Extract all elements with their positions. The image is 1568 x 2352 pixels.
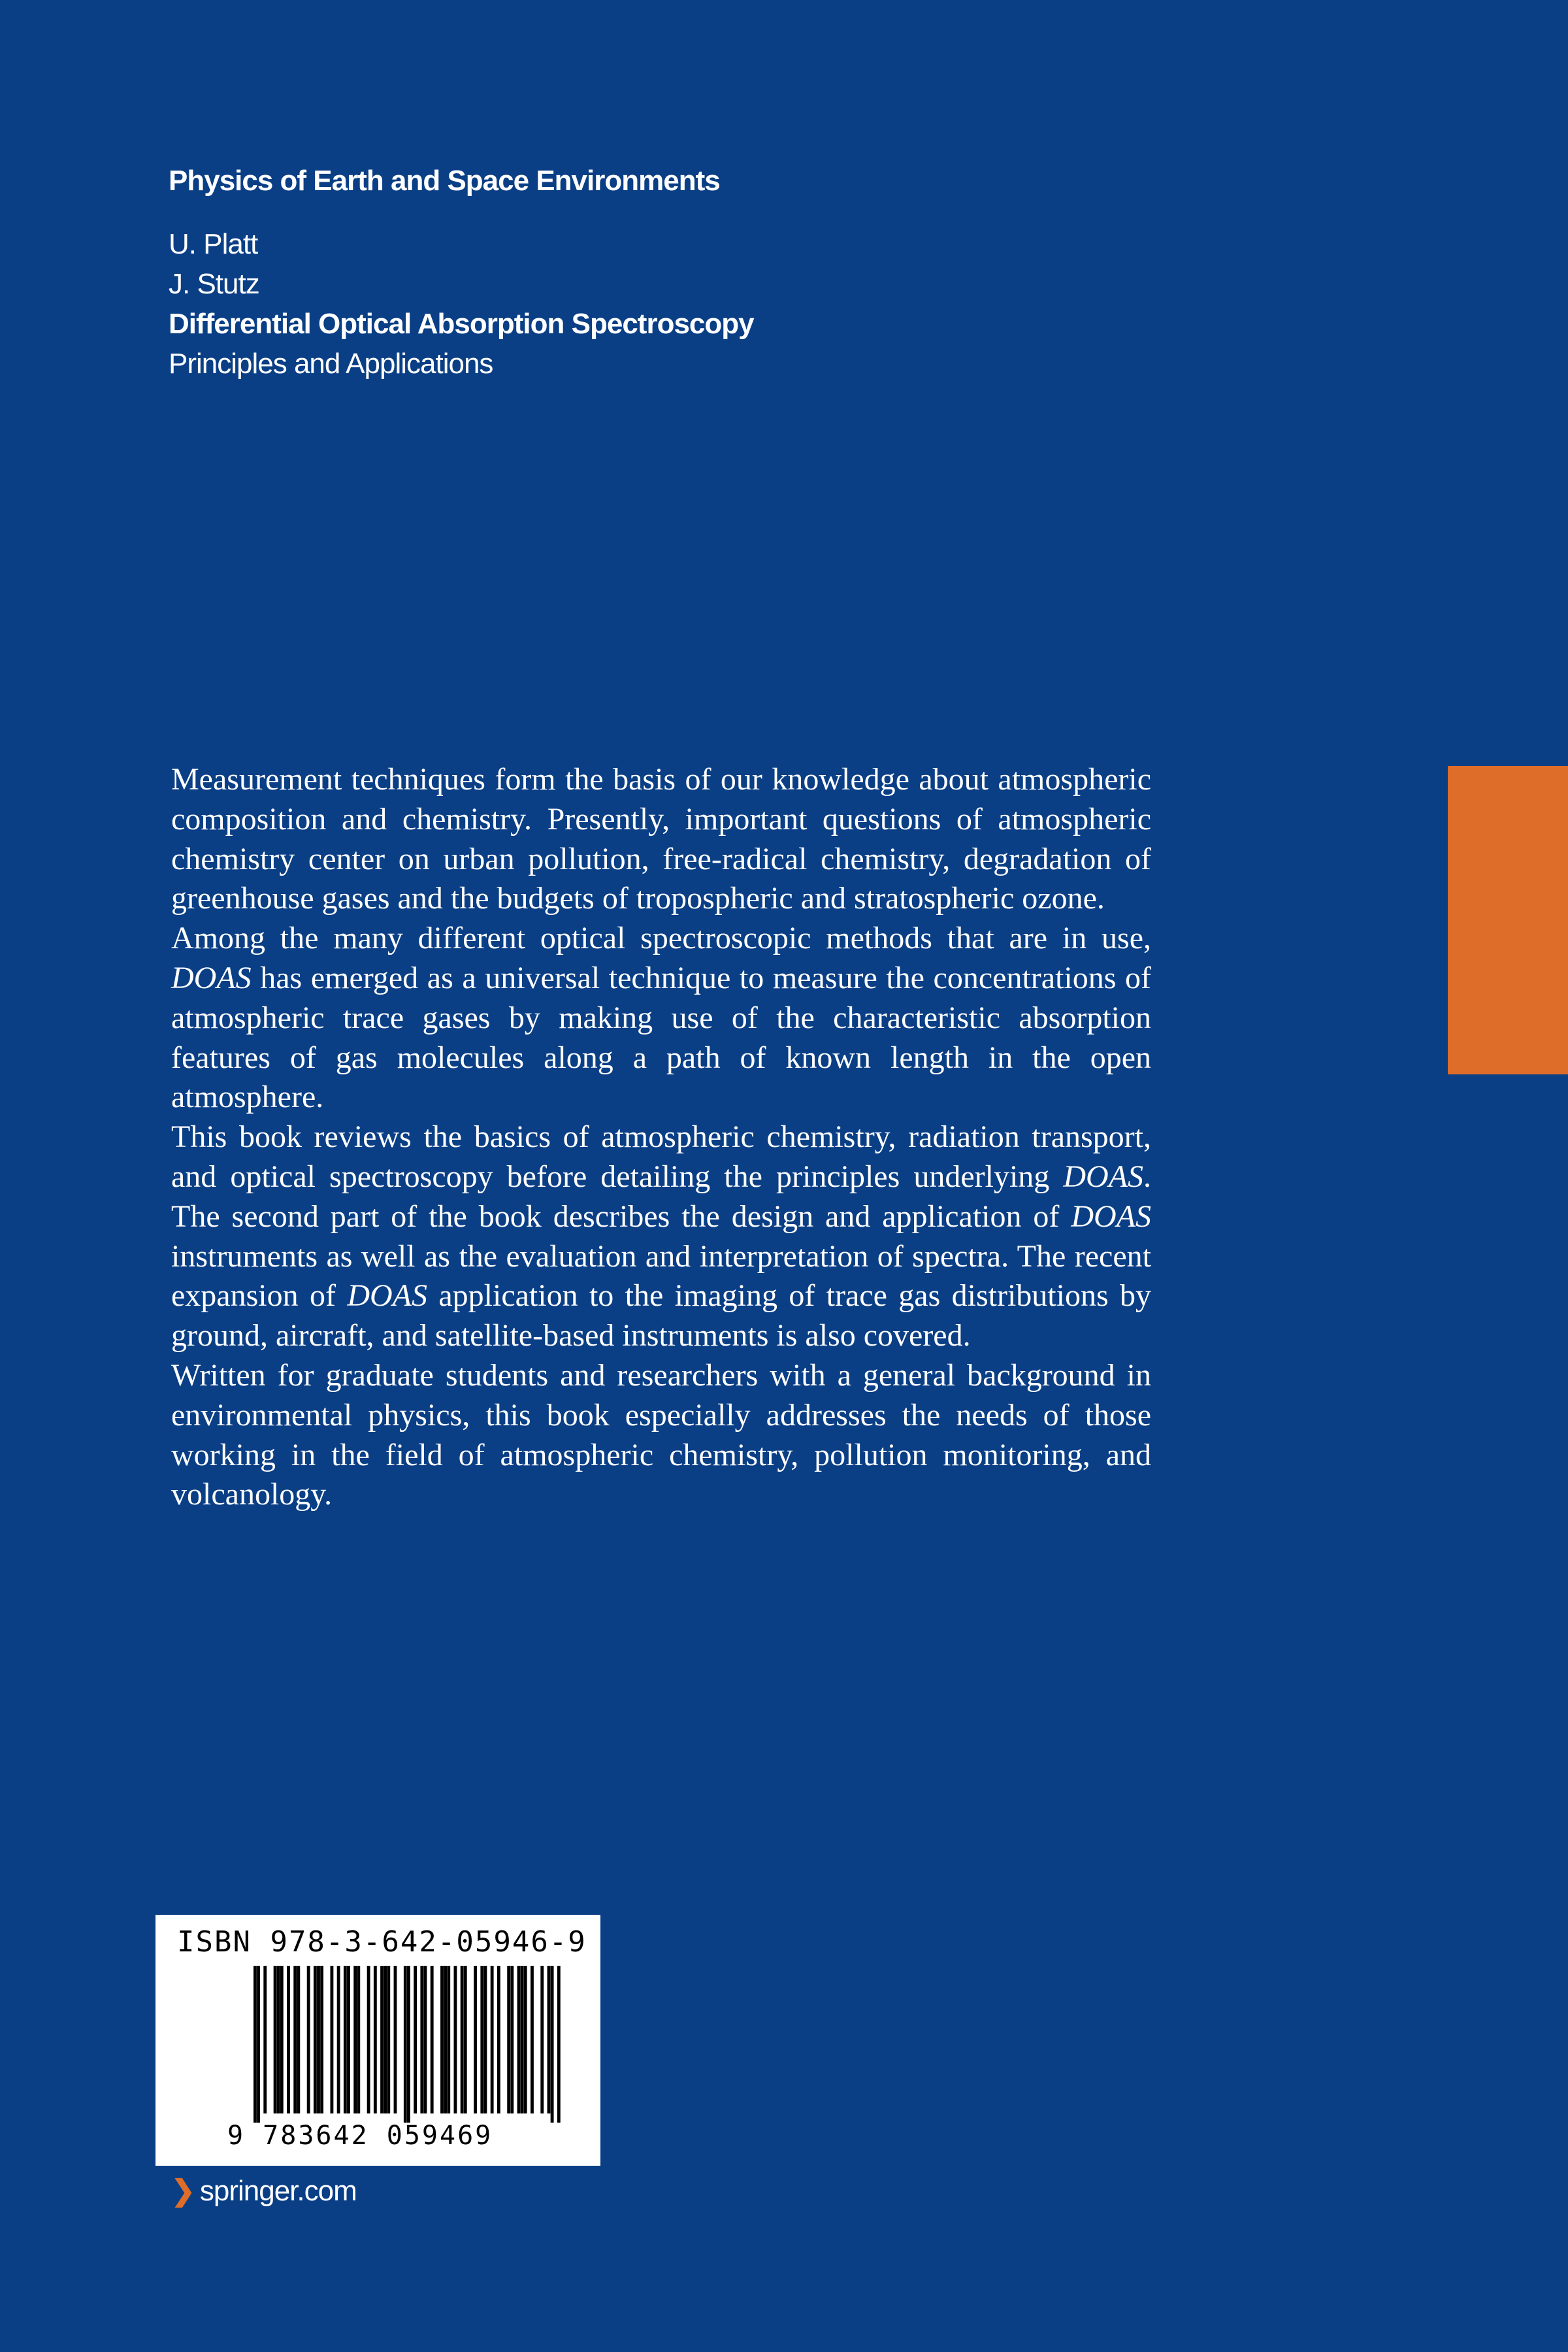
blurb-paragraph: Measurement techniques form the basis of our knowledge about atmospheric composition and chemistry. Presently, important questions of atmospheric chemistry center on urban pollution, free-radical chemistry, degradation of greenhouse gases and the budgets of tropospheric and stratospheric ozone. bbox=[171, 762, 1151, 916]
blurb-paragraph: Written for graduate students and researchers with a general background in environmental physics, this book especially addresses the needs of those working in the field of atmospheric chemistry, pollution monitoring, and volcanology. bbox=[171, 1357, 1151, 1512]
author-name: U. Platt bbox=[169, 228, 258, 260]
author-name: J. Stutz bbox=[169, 268, 259, 300]
barcode-icon bbox=[253, 1966, 561, 2123]
spine-accent-tab bbox=[1448, 766, 1568, 1074]
blurb-paragraph: Among the many different optical spectroscopic methods that are in use, DOAS has emerged as a universal technique to measure the concentrations of atmospheric trace gases by making use of the characteristic absorption features of gas molecules along a path of known length in the open atmosphere. bbox=[171, 921, 1152, 1115]
publisher-link-text: springer.com bbox=[199, 2175, 357, 2207]
ean-digits: 9 783642 059469 bbox=[227, 2121, 493, 2151]
isbn-barcode-box bbox=[155, 1915, 600, 2166]
back-cover-blurb bbox=[171, 760, 1151, 1515]
chevron-right-icon: ❯ bbox=[171, 2175, 195, 2207]
publisher-link[interactable] bbox=[171, 2174, 357, 2208]
blurb-paragraph: This book reviews the basics of atmospheric chemistry, radiation transport, and optical spectroscopy before detailing the principles underlying DOAS. The second part of the book describes the design and application of DOAS instruments as well as the evaluation and interpretation of spectra. The recent expansion of DOAS application to the imaging of trace gas distributions by ground, aircraft, and satellite-based instruments is also covered. bbox=[171, 1119, 1152, 1353]
series-title: Physics of Earth and Space Environments bbox=[169, 165, 720, 197]
author-block bbox=[169, 224, 754, 384]
book-title: Differential Optical Absorption Spectroscopy bbox=[169, 308, 754, 340]
isbn-label: ISBN 978-3-642-05946-9 bbox=[177, 1925, 587, 1959]
book-subtitle: Principles and Applications bbox=[169, 348, 493, 380]
